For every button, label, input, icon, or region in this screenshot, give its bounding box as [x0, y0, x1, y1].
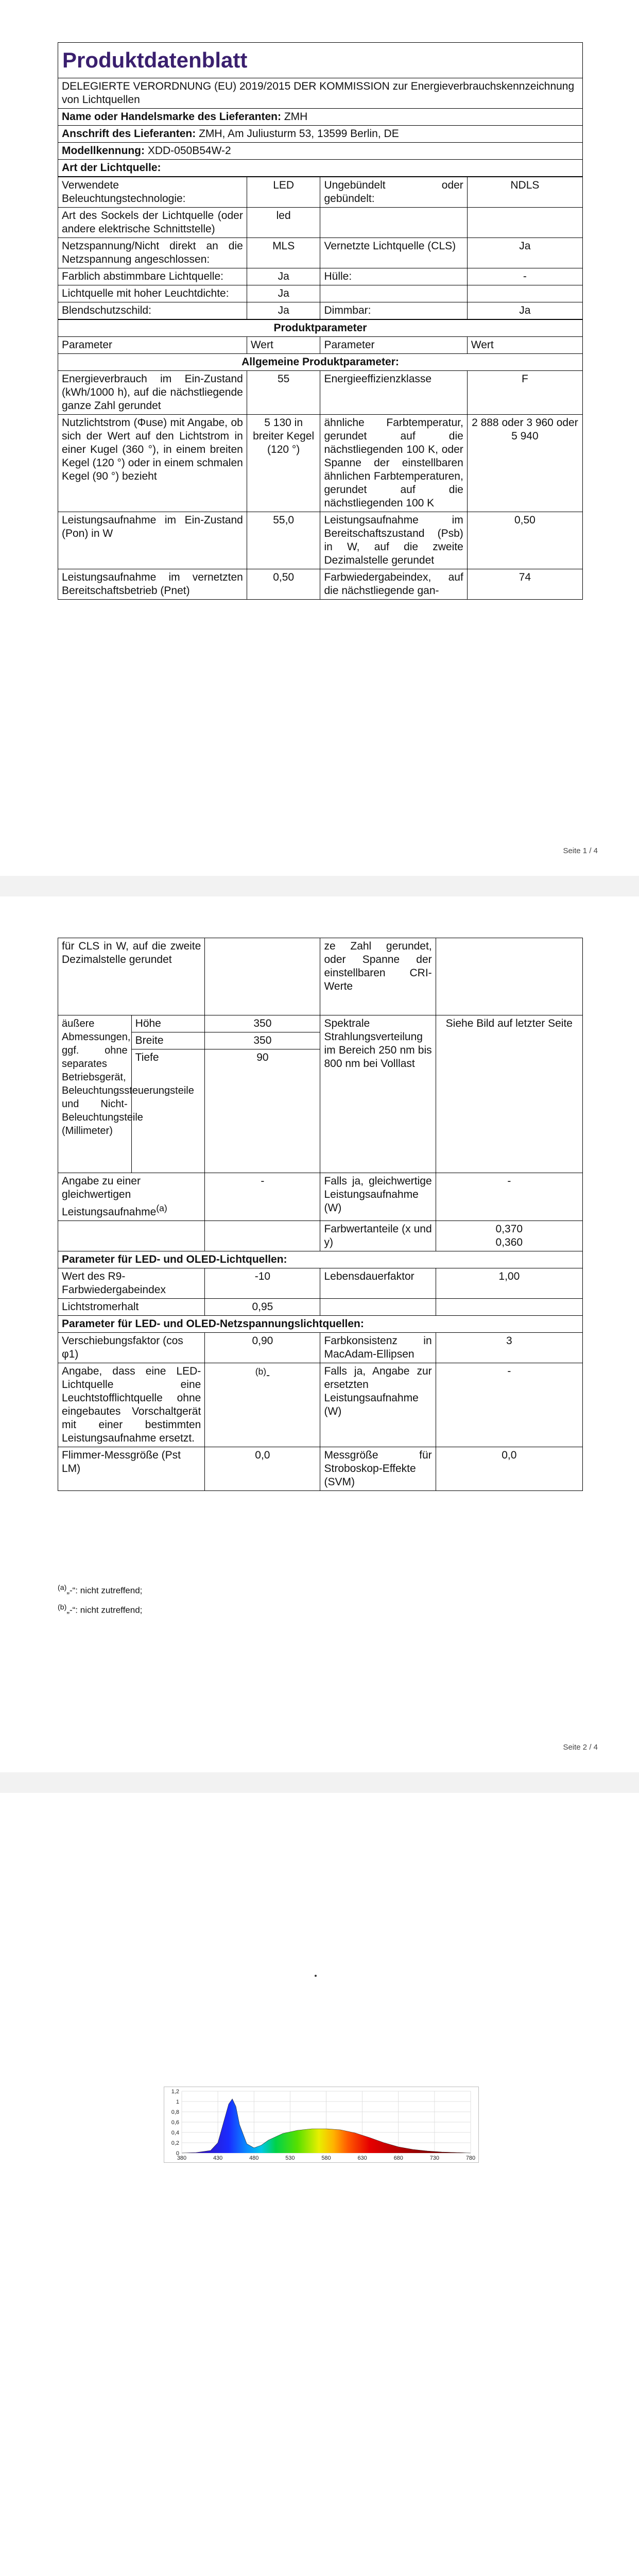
- model-value: XDD-050B54W-2: [147, 145, 231, 157]
- type-param-label: Blendschutzschild:: [58, 302, 247, 319]
- dim-width-label: Breite: [131, 1032, 205, 1049]
- col-value-2: Wert: [467, 337, 582, 354]
- footnote-a-ref: (a): [156, 1203, 167, 1213]
- supplier-address-label: Anschrift des Lieferanten:: [62, 128, 196, 140]
- general-param-label: ähnliche Farbtemperatur, gerundet auf die nächstliegenden 100 K, oder Spanne der einstellbaren ähnlichen Farbtemperaturen, gerundet auf die nächstliegenden 100 K: [320, 415, 467, 512]
- footnote-b-ref: (b): [255, 1366, 267, 1377]
- general-param-label: Energieeffizienzklasse: [320, 371, 467, 415]
- type-row: [58, 302, 583, 319]
- params-continued-table: [58, 938, 583, 1491]
- general-param-label: Nutzlichtstrom (Φuse) mit Angabe, ob sich der Wert auf den Lichtstrom in einer Kugel (360 °), in einem breiten Kegel (120 °) oder in einem schmalen Kegel (90 °) bezieht: [58, 415, 247, 512]
- page-3: [0, 1793, 639, 2576]
- blank-cell: [436, 1299, 582, 1316]
- type-param-value: [467, 285, 582, 302]
- chromaticity-label: Farbwertanteile (x und y): [320, 1221, 436, 1251]
- footnote-a-text: „-“: nicht zutreffend;: [66, 1585, 143, 1596]
- dim-height-value: 350: [205, 1015, 320, 1032]
- page-1: [0, 0, 639, 876]
- dim-depth-value: 90: [205, 1049, 320, 1173]
- col-parameter-1: Parameter: [58, 337, 247, 354]
- mains-params-heading: Parameter für LED- und OLED-Netzspannungslichtquellen:: [58, 1316, 583, 1333]
- y-tick-label: 0: [176, 2150, 179, 2157]
- y-tick-label: 0,6: [171, 2120, 179, 2126]
- spectral-label: Spektrale Strahlungsverteilung im Bereich 250 nm bis 800 nm bei Volllast: [320, 1015, 436, 1173]
- type-row: [58, 238, 583, 268]
- type-param-label: Art des Sockels der Lichtquelle (oder andere elektrische Schnittstelle): [58, 208, 247, 238]
- type-row: [58, 177, 583, 208]
- cls-standby-continued: für CLS in W, auf die zweite Dezimalstelle gerundet: [58, 938, 205, 1015]
- x-tick-label: 630: [357, 2155, 367, 2161]
- general-params-heading: Allgemeine Produktparameter:: [58, 354, 583, 371]
- supplier-name-value: ZMH: [284, 111, 308, 123]
- type-param-label: Verwendete Beleuchtungstechnologie:: [58, 177, 247, 208]
- general-param-value: 0,50: [467, 512, 582, 569]
- stroboscopic-label: Messgröße für Stroboskop-Effekte (SVM): [320, 1447, 436, 1491]
- y-tick-label: 0,2: [171, 2140, 179, 2146]
- type-param-value: Ja: [467, 238, 582, 268]
- life-factor-value: 1,00: [436, 1268, 582, 1299]
- supplier-name-label: Name oder Handelsmarke des Lieferanten:: [62, 111, 281, 123]
- footnote-b-mark: (b): [58, 1603, 67, 1612]
- type-row: [58, 208, 583, 238]
- blank-cell: [205, 1221, 320, 1251]
- flicker-label: Flimmer-Messgröße (Pst LM): [58, 1447, 205, 1491]
- product-params-heading: Produktparameter: [58, 320, 583, 337]
- x-tick-label: 580: [321, 2155, 331, 2161]
- general-param-value: 55,0: [247, 512, 320, 569]
- x-tick-label: 780: [465, 2155, 476, 2161]
- type-param-value: Ja: [247, 268, 320, 285]
- power-factor-value: 0,90: [205, 1333, 320, 1363]
- power-factor-label: Verschiebungsfaktor (cos φ1): [58, 1333, 205, 1363]
- footnote-a: [58, 1582, 142, 1597]
- type-row: [58, 285, 583, 302]
- x-tick-label: 730: [429, 2155, 440, 2161]
- col-value-1: Wert: [247, 337, 320, 354]
- blank-cell: [58, 1221, 205, 1251]
- flicker-value: 0,0: [205, 1447, 320, 1491]
- general-param-value: 2 888 oder 3 960 oder 5 940: [467, 415, 582, 512]
- general-row: [58, 569, 583, 600]
- y-tick-label: 0,8: [171, 2109, 179, 2115]
- x-tick-label: 380: [177, 2155, 187, 2161]
- chromaticity-value: [436, 1221, 582, 1251]
- general-row: [58, 512, 583, 569]
- general-param-value: 0,50: [247, 569, 320, 600]
- r9-label: Wert des R9-Farbwiedergabeindex: [58, 1268, 205, 1299]
- lumen-maintenance-label: Lichtstromerhalt: [58, 1299, 205, 1316]
- x-tick-label: 430: [213, 2155, 223, 2161]
- page-number: Seite 2 / 4: [563, 1743, 598, 1752]
- model-label: Modellkennung:: [62, 145, 145, 157]
- stroboscopic-value: 0,0: [436, 1447, 582, 1491]
- type-param-value: LED: [247, 177, 320, 208]
- if-equivalent-label: Falls ja, gleichwertige Leistungsaufnahme (W): [320, 1173, 436, 1221]
- y-tick-label: 1,2: [171, 2089, 179, 2095]
- dim-height-label: Höhe: [131, 1015, 205, 1032]
- page-2: [0, 896, 639, 1772]
- light-source-type-heading: Art der Lichtquelle:: [58, 160, 583, 177]
- if-equivalent-value: -: [436, 1173, 582, 1221]
- spectrum-chart: [164, 2087, 479, 2163]
- general-param-value: 55: [247, 371, 320, 415]
- type-param-label: [320, 285, 467, 302]
- footnote-b-text: „-“: nicht zutreffend;: [66, 1605, 143, 1615]
- blank-value: [436, 938, 582, 1015]
- spectrum-chart-svg: [164, 2087, 478, 2162]
- y-tick-label: 1: [176, 2099, 179, 2105]
- type-param-value: Ja: [247, 302, 320, 319]
- params-continued: [58, 938, 583, 1491]
- y-tick-label: 0,4: [171, 2130, 179, 2136]
- type-param-label: Ungebündelt oder gebündelt:: [320, 177, 467, 208]
- supplier-address-row: [58, 126, 583, 143]
- light-source-type-table: [58, 177, 583, 319]
- type-param-label: Vernetzte Lichtquelle (CLS): [320, 238, 467, 268]
- type-row: [58, 268, 583, 285]
- replacement-label: Angabe, dass eine LED-Lichtquelle eine Leuchtstofflichtquelle ohne eingebautes Vorschaltgerät mit einer bestimmten Leistungsaufnahme ersetzt.: [58, 1363, 205, 1447]
- general-param-label: Leistungsaufnahme im Ein-Zustand (Pon) in W: [58, 512, 247, 569]
- replacement-value-text: -: [266, 1369, 270, 1381]
- type-param-label: Farblich abstimmbare Lichtquelle:: [58, 268, 247, 285]
- type-param-label: Netzspannung/Nicht direkt an die Netzspannung angeschlossen:: [58, 238, 247, 268]
- datasheet-header: [58, 42, 583, 600]
- blank-cell: [320, 1299, 436, 1316]
- equivalent-power-value: -: [205, 1173, 320, 1221]
- supplier-address-value: ZMH, Am Juliusturm 53, 13599 Berlin, DE: [199, 128, 399, 140]
- type-param-label: Lichtquelle mit hoher Leuchtdichte:: [58, 285, 247, 302]
- product-params-table: [58, 319, 583, 600]
- equivalent-power-text: Angabe zu einer gleichwertigen Leistungsaufnahme: [62, 1175, 157, 1218]
- general-param-value: F: [467, 371, 582, 415]
- general-row: [58, 415, 583, 512]
- general-param-value: 74: [467, 569, 582, 600]
- dimensions-label: äußere Abmessungen, ggf. ohne separates Betriebsgerät, Beleuchtungssteuerungsteile und Nicht-Beleuchtungsteile (Millimeter): [58, 1015, 132, 1173]
- type-param-value: Ja: [247, 285, 320, 302]
- spectral-value: Siehe Bild auf letzter Seite: [436, 1015, 582, 1173]
- colour-consistency-value: 3: [436, 1333, 582, 1363]
- stray-dot: [315, 1975, 317, 1977]
- replacement-value: [205, 1363, 320, 1447]
- general-param-label: Leistungsaufnahme im vernetzten Bereitschaftsbetrieb (Pnet): [58, 569, 247, 600]
- type-param-value: -: [467, 268, 582, 285]
- x-tick-label: 480: [249, 2155, 259, 2161]
- chromaticity-y: 0,360: [495, 1236, 523, 1248]
- general-param-label: Leistungsaufnahme im Bereitschaftszustand (Psb) in W, auf die zweite Dezimalstelle gerundet: [320, 512, 467, 569]
- life-factor-label: Lebensdauerfaktor: [320, 1268, 436, 1299]
- replacement-if-value: -: [436, 1363, 582, 1447]
- type-param-value: [467, 208, 582, 238]
- x-tick-label: 680: [393, 2155, 403, 2161]
- replacement-if-label: Falls ja, Angabe zur ersetzten Leistungsaufnahme (W): [320, 1363, 436, 1447]
- general-param-label: Farbwiedergabeindex, auf die nächstliegende gan-: [320, 569, 467, 600]
- colour-consistency-label: Farbkonsistenz in MacAdam-Ellipsen: [320, 1333, 436, 1363]
- led-params-heading: Parameter für LED- und OLED-Lichtquellen:: [58, 1251, 583, 1268]
- general-row: [58, 371, 583, 415]
- equivalent-power-label: [58, 1173, 205, 1221]
- type-param-label: [320, 208, 467, 238]
- type-param-value: led: [247, 208, 320, 238]
- type-param-label: Dimmbar:: [320, 302, 467, 319]
- cri-continued: ze Zahl gerundet, oder Spanne der einstellbaren CRI-Werte: [320, 938, 436, 1015]
- regulation-text: DELEGIERTE VERORDNUNG (EU) 2019/2015 DER KOMMISSION zur Energieverbrauchskennzeichnung von Lichtquellen: [58, 78, 583, 109]
- dim-depth-label: Tiefe: [131, 1049, 205, 1173]
- type-param-value: Ja: [467, 302, 582, 319]
- col-parameter-2: Parameter: [320, 337, 467, 354]
- type-param-value: MLS: [247, 238, 320, 268]
- page-number: Seite 1 / 4: [563, 846, 598, 855]
- blank-value: [205, 938, 320, 1015]
- lumen-maintenance-value: 0,95: [205, 1299, 320, 1316]
- footnote-b: [58, 1601, 142, 1617]
- supplier-name-row: [58, 109, 583, 126]
- model-row: [58, 143, 583, 160]
- x-tick-label: 530: [285, 2155, 295, 2161]
- type-param-label: Hülle:: [320, 268, 467, 285]
- footnote-a-mark: (a): [58, 1584, 67, 1592]
- general-param-label: Energieverbrauch im Ein-Zustand (kWh/1000 h), auf die nächstliegende ganze Zahl gerundet: [58, 371, 247, 415]
- general-param-value: 5 130 in breiter Kegel (120 °): [247, 415, 320, 512]
- r9-value: -10: [205, 1268, 320, 1299]
- chromaticity-x: 0,370: [495, 1223, 523, 1235]
- type-param-value: NDLS: [467, 177, 582, 208]
- datasheet-title: Produktdatenblatt: [58, 43, 583, 78]
- dim-width-value: 350: [205, 1032, 320, 1049]
